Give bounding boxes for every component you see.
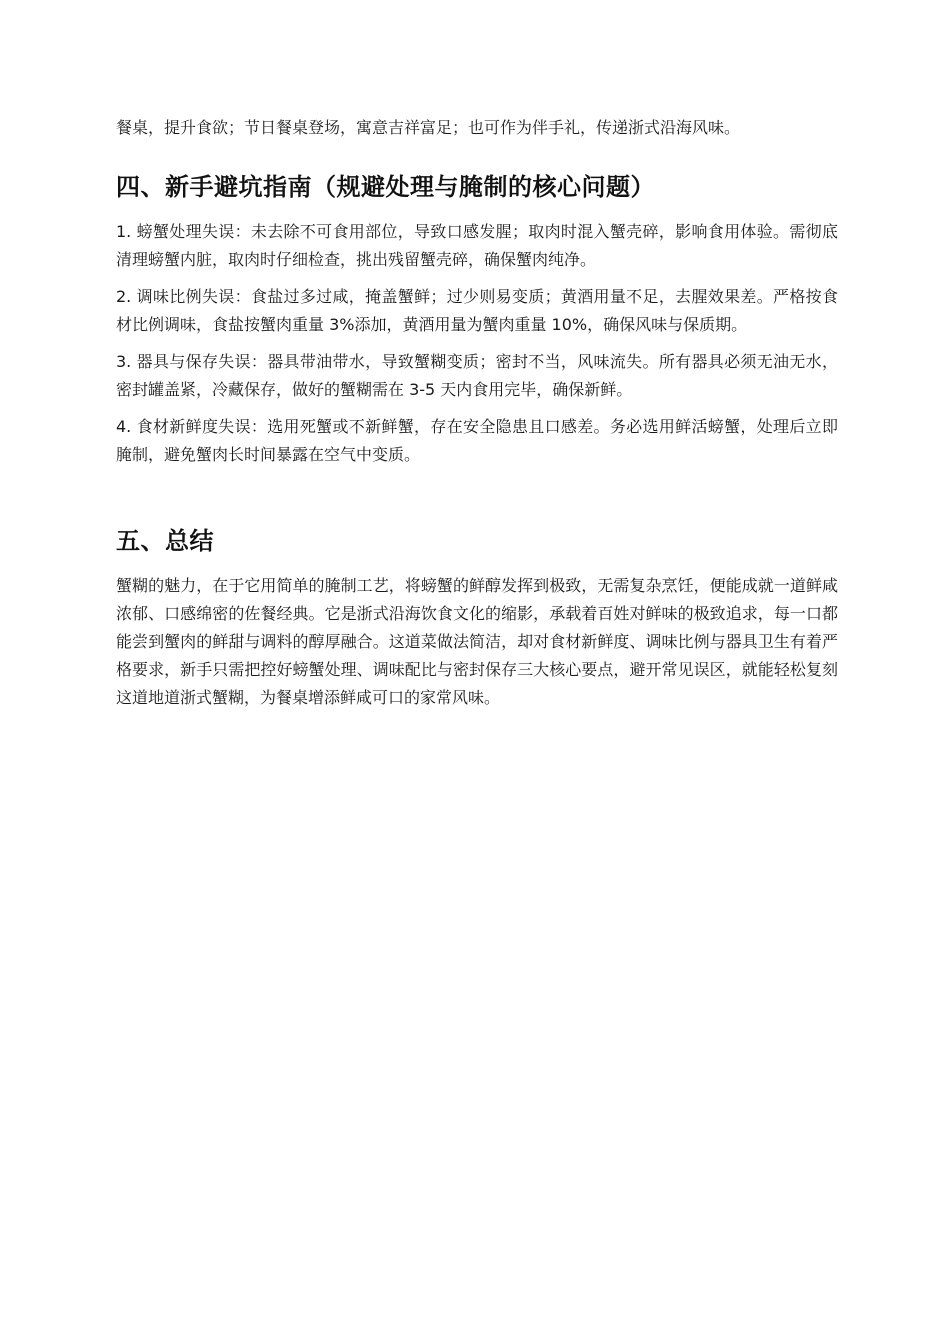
pitfall-item-3: 3. 器具与保存失误：器具带油带水，导致蟹糊变质；密封不当，风味流失。所有器具必须无油无水，密封罐盖紧，冷藏保存，做好的蟹糊需在 3-5 天内食用完毕，确保新鲜。: [116, 352, 838, 399]
intro-paragraph-tail: 餐桌，提升食欲；节日餐桌登场，寓意吉祥富足；也可作为伴手礼，传递浙式沿海风味。: [116, 118, 741, 137]
pitfall-item-2: 2. 调味比例失误：食盐过多过咸，掩盖蟹鲜；过少则易变质；黄酒用量不足，去腥效果差。严格按食材比例调味，食盐按蟹肉重量 3%添加，黄酒用量为蟹肉重量 10%，确保风味与保质期。: [116, 287, 838, 334]
section-4-heading: 四、新手避坑指南（规避处理与腌制的核心问题）: [116, 173, 655, 201]
pitfall-list: [116, 218, 838, 478]
section-5-heading: 五、总结: [116, 527, 214, 555]
summary-paragraph: 蟹糊的魅力，在于它用简单的腌制工艺，将螃蟹的鲜醇发挥到极致，无需复杂烹饪，便能成就一道鲜咸浓郁、口感绵密的佐餐经典。它是浙式沿海饮食文化的缩影，承载着百姓对鲜味的极致追求，每一口都能尝到蟹肉的鲜甜与调料的醇厚融合。这道菜做法简洁，却对食材新鲜度、调味比例与器具卫生有着严格要求，新手只需把控好螃蟹处理、调味配比与密封保存三大核心要点，避开常见误区，就能轻松复刻这道地道浙式蟹糊，为餐桌增添鲜咸可口的家常风味。: [116, 576, 838, 707]
pitfall-item-4: 4. 食材新鲜度失误：选用死蟹或不新鲜蟹，存在安全隐患且口感差。务必选用鲜活螃蟹，处理后立即腌制，避免蟹肉长时间暴露在空气中变质。: [116, 417, 838, 464]
pitfall-item-1: 1. 螃蟹处理失误：未去除不可食用部位，导致口感发腥；取肉时混入蟹壳碎，影响食用体验。需彻底清理螃蟹内脏，取肉时仔细检查，挑出残留蟹壳碎，确保蟹肉纯净。: [116, 222, 838, 269]
